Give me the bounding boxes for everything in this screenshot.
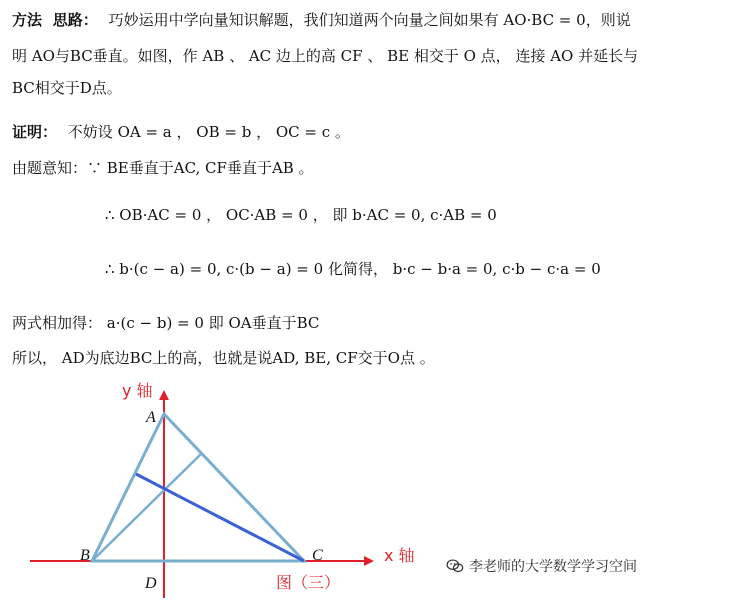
paragraph-line-3 [12,78,738,98]
proof-assume-text: 不妨设 OA = a ， OB = b ， OC = c 。 [67,123,350,141]
proof-line-step2 [105,259,738,279]
paragraph-text-2: 明 AO与BC垂直。如图，作 AB 、 AC 边上的高 CF 、 BE 相交于 O 点， 连接 AO 并延长与 [12,47,639,65]
wechat-icon [446,559,464,573]
paragraph-text-1: 巧妙运用中学向量知识解题，我们知道两个向量之间如果有 AO·BC = 0，则说 [108,11,631,29]
proof-sum-text: 两式相加得： a·(c − b) = 0 即 OA垂直于BC [12,314,320,332]
altitude-be [92,453,202,561]
y-axis-label: y 轴 [122,381,153,400]
paragraph-line-2 [12,46,738,66]
figure-caption: 图（三） [276,573,341,592]
proof-line-step1 [105,205,738,225]
proof-line-sum [12,313,738,333]
altitude-cf [136,474,304,561]
proof-line-conclusion [12,348,738,368]
proof-given-text: 由题意知：∵ BE垂直于AC, CF垂直于AB 。 [12,159,314,177]
proof-step1-text: ∴ OB·AC = 0 ， OC·AB = 0 ， 即 b·AC = 0, c·AB = 0 [105,206,497,224]
point-d-label: D [145,575,157,592]
point-b-label: B [80,547,90,564]
approach-label: 思路： [52,11,98,29]
paragraph-text-3: BC相交于D点。 [12,79,122,97]
proof-step2-text: ∴ b·(c − a) = 0, c·(b − a) = 0 化简得， b·c − b·a = 0, c·b − c·a = 0 [105,260,601,278]
x-axis-label: x 轴 [384,546,415,565]
triangle-abc [92,414,304,561]
point-c-label: C [312,547,323,564]
watermark-text: 李老师的大学数学学习空间 [469,559,637,575]
proof-label: 证明： [12,123,58,141]
method-label: 方法 [12,11,43,29]
proof-conclusion-text: 所以， AD为底边BC上的高，也就是说AD, BE, CF交于O点 。 [12,349,435,367]
proof-line-assume [12,122,738,142]
watermark [446,556,637,576]
paragraph-line-1 [12,10,738,30]
proof-line-given [12,158,738,178]
point-a-label: A [146,409,156,426]
